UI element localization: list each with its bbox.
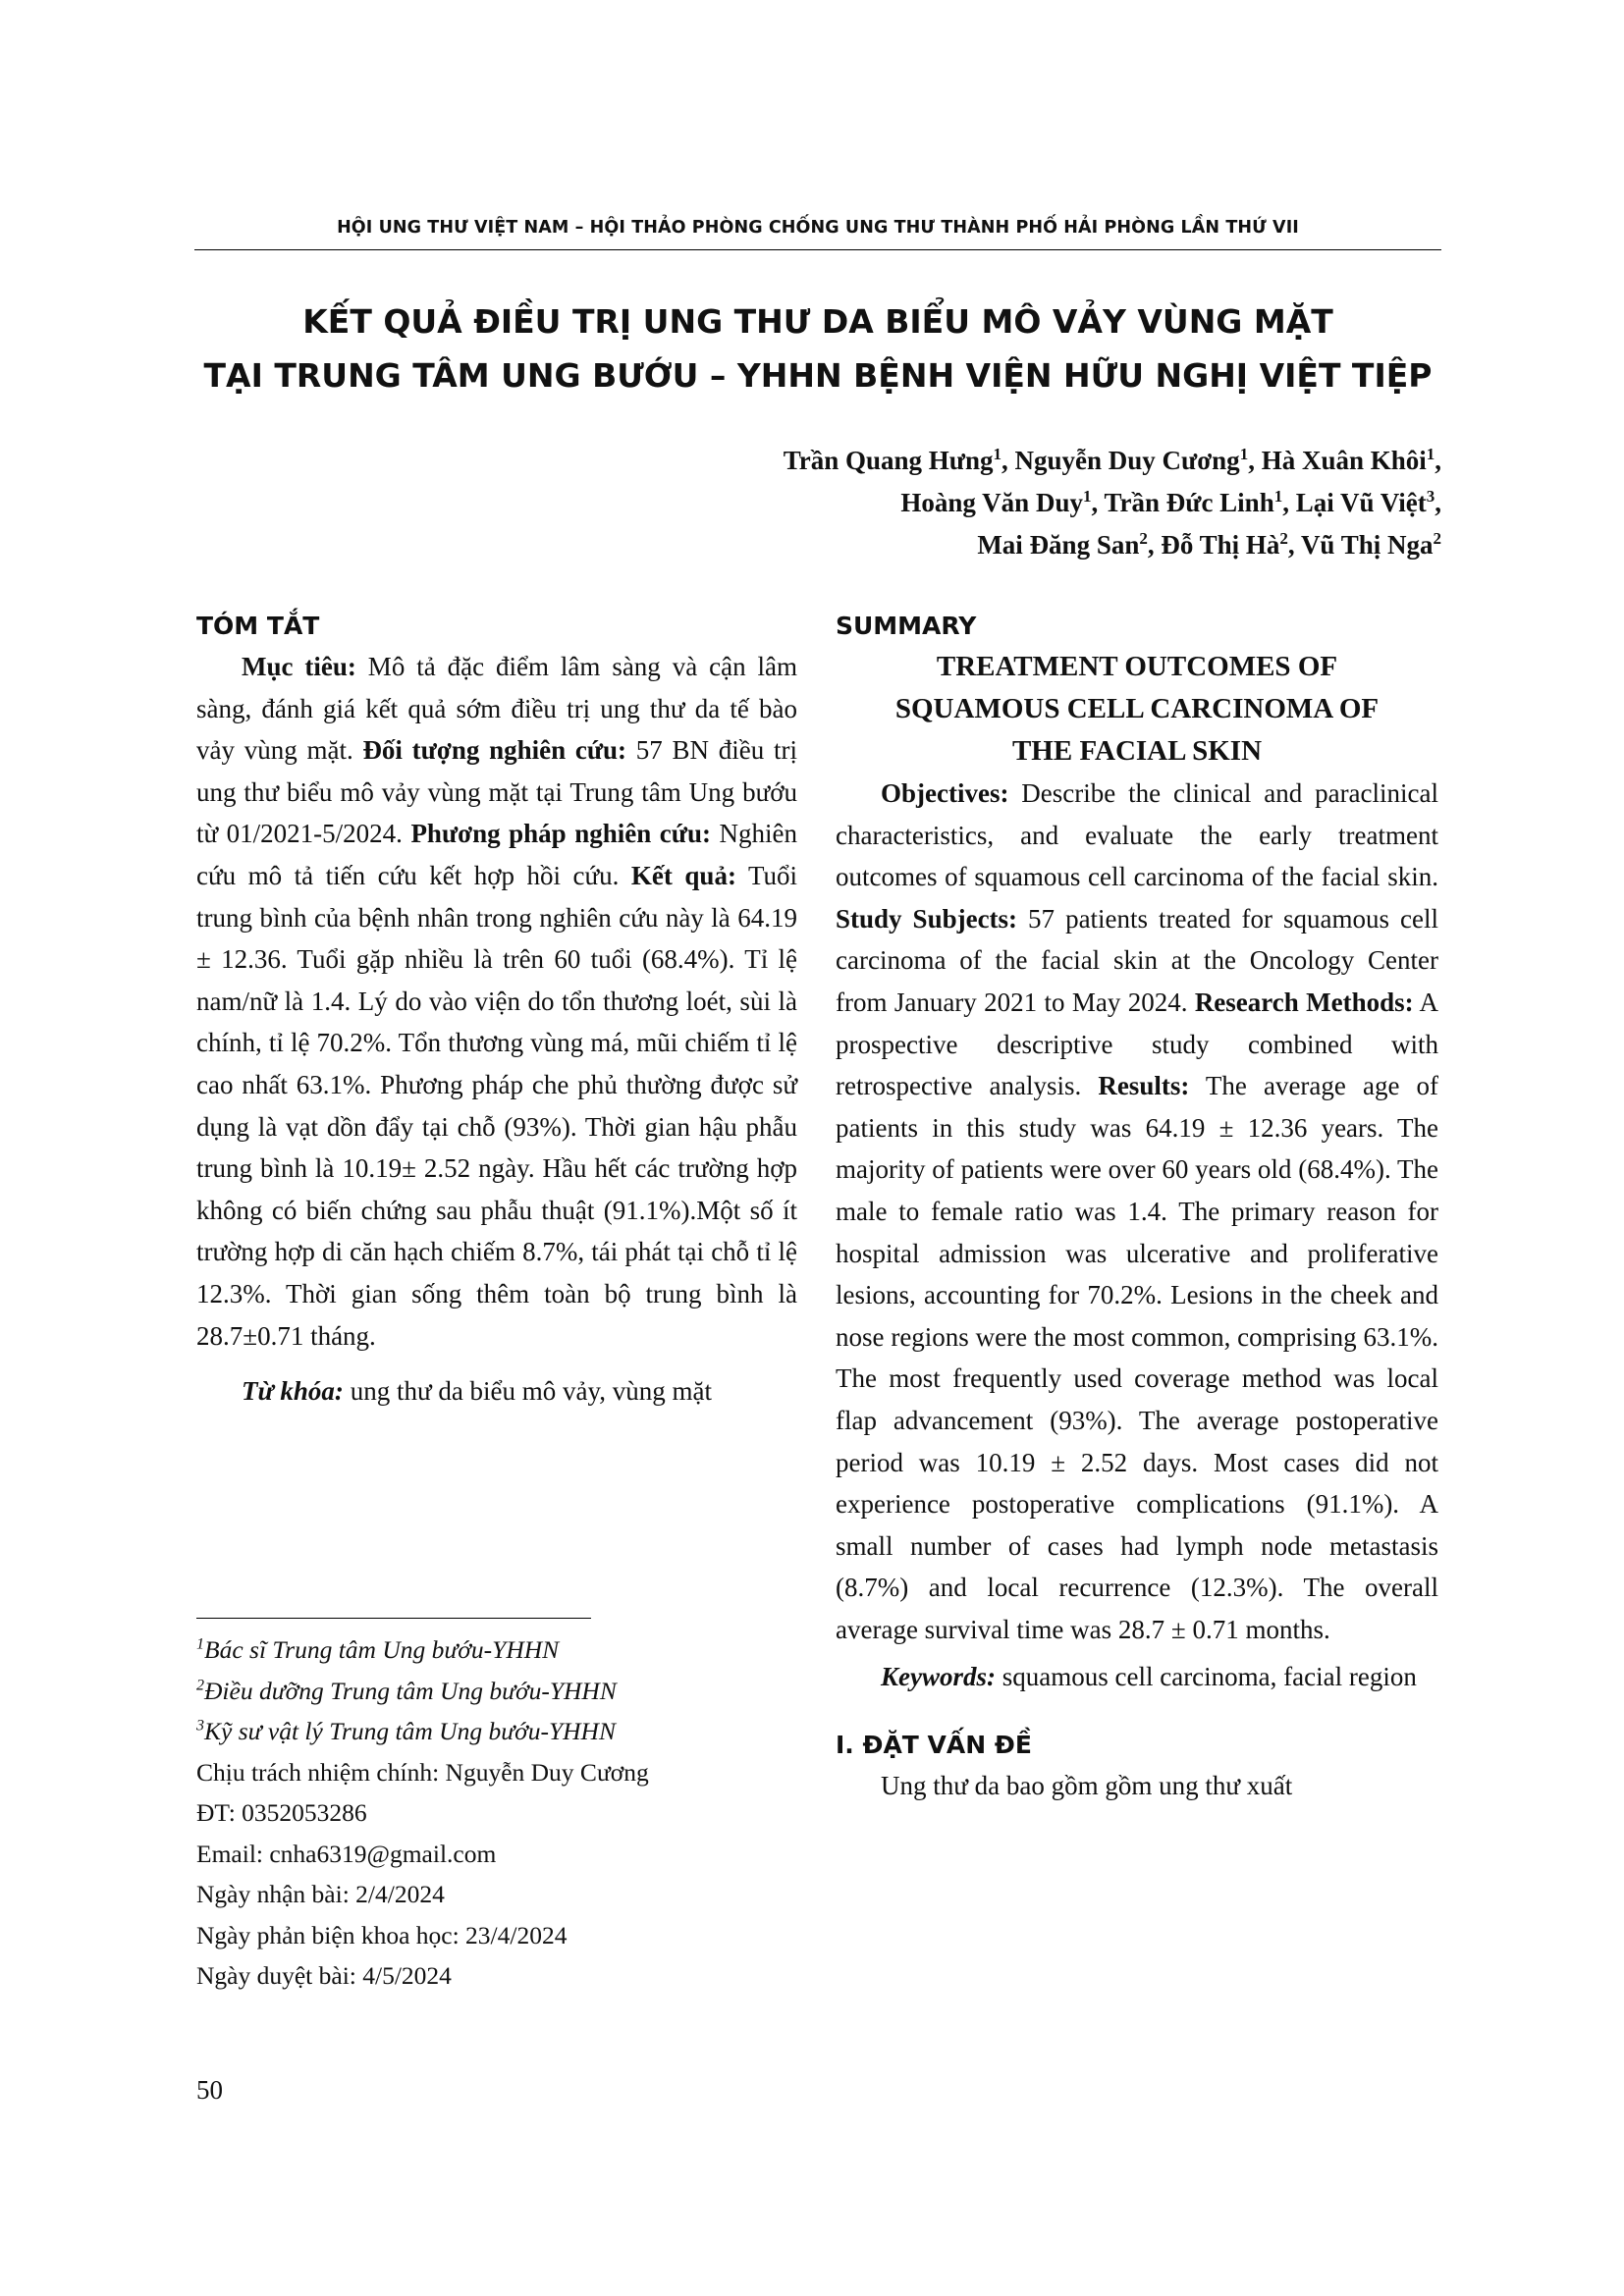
english-title-line-1: TREATMENT OUTCOMES OF <box>936 651 1338 682</box>
results-label: Results: <box>1098 1071 1190 1101</box>
responsible-author: Chịu trách nhiệm chính: Nguyễn Duy Cương <box>196 1757 649 1787</box>
affiliation-mark: 1 <box>1273 487 1283 506</box>
objective-label: Mục tiêu: <box>242 652 356 681</box>
affiliation-mark: 2 <box>1279 529 1288 548</box>
keywords-text: squamous cell carcinoma, facial region <box>996 1662 1417 1692</box>
affiliation-mark: 3 <box>1426 487 1435 506</box>
affiliation-1: $^1$Bác sĩ Trung tâm Ung bướu-YHHN <box>196 1635 560 1664</box>
subjects-text: 57 patients treated for squamous cell carcinoma of the facial skin at the Oncology Center from January 2021 to May 2024. <box>836 903 1438 1017</box>
english-title <box>836 646 1438 773</box>
methods-label: Phương pháp nghiên cứu: <box>410 819 711 849</box>
affiliation-mark: 1 <box>1082 487 1092 506</box>
english-title-line-3: THE FACIAL SKIN <box>1011 735 1263 767</box>
subjects-label: Study Subjects: <box>836 903 1018 934</box>
affiliation-mark: 1 <box>993 445 1001 463</box>
page-number: 50 <box>196 2075 223 2105</box>
article-title-line-2: TẠI TRUNG TÂM UNG BƯỚU – YHHN BỆNH VIỆN HỮU NGHỊ VIỆT TIỆP <box>203 356 1433 395</box>
author-name: Đỗ Thị Hà <box>1161 530 1280 560</box>
footnote-mark: 3 <box>196 1717 204 1735</box>
affiliation-mark: 2 <box>1433 529 1441 548</box>
author-line-1: Trần Quang Hưng$^1$, Nguyễn Duy Cương$^1$, Hà Xuân Khôi$^1$, <box>783 445 1441 475</box>
keywords-label: Từ khóa: <box>242 1376 344 1407</box>
objectives-label: Objectives: <box>881 778 1009 808</box>
phone: ĐT: 0352053286 <box>196 1798 367 1827</box>
affiliation-2: $^2$Điều dưỡng Trung tâm Ung bướu-YHHN <box>196 1676 617 1705</box>
keywords-text: ung thư da biểu mô vảy, vùng mặt <box>343 1376 713 1407</box>
objectives-text: Describe the clinical and paraclinical characteristics, and evaluate the early treatment outcomes of squamous cell carcinoma of the facial skin. <box>836 778 1438 892</box>
subjects-label: Đối tượng nghiên cứu: <box>362 735 627 766</box>
english-title-line-2: SQUAMOUS CELL CARCINOMA OF <box>894 693 1380 724</box>
header-rule <box>194 249 1441 250</box>
affiliation-3: $^3$Kỹ sư vật lý Trung tâm Ung bướu-YHHN <box>196 1717 616 1745</box>
affiliation-mark: 1 <box>1426 445 1435 463</box>
methods-text: Nghiên cứu mô tả tiến cứu kết hợp hồi cứu. <box>196 819 797 890</box>
keywords-label: Keywords: <box>881 1662 996 1692</box>
results-text: The average age of patients in this study was 64.19 ± 12.36 years. The majority of patients were over 60 years old (68.4%). The male to female ratio was 1.4. The primary reason for hospital admission was ulcerative and proliferative lesions, accounting for 70.2%. Lesions in the cheek and nose regions were the most common, comprising 63.1%. The most frequently used coverage method was local flap advancement (93%). The average postoperative period was 10.19 ± 2.52 days. Most cases did not experience postoperative complications (91.1%). A small number of cases had lymph node metastasis (8.7%) and local recurrence (12.3%). The overall average survival time was 28.7 ± 0.71 months. <box>836 1071 1439 1644</box>
objective-text: Mô tả đặc điểm lâm sàng và cận lâm sàng, đánh giá kết quả sớm điều trị ung thư da tế bào vảy vùng mặt. <box>196 652 797 766</box>
abstract-body-en <box>836 773 1438 1650</box>
date-received: Ngày nhận bài: 2/4/2024 <box>196 1880 445 1908</box>
article-title <box>147 294 1489 402</box>
email: Email: cnha6319@gmail.com <box>196 1839 497 1868</box>
abstract-heading-en: SUMMARY <box>836 612 977 640</box>
keywords-vi <box>196 1370 797 1413</box>
abstract-body-vi <box>196 646 797 1357</box>
author-line-3: Mai Đăng San$^2$, Đỗ Thị $Hà^2$, Vũ Thị Nga$^2$ <box>977 529 1441 560</box>
keywords-en <box>836 1656 1438 1698</box>
author-name: Trần Quang Hưng <box>783 446 994 475</box>
author-name: Trần Đức Linh <box>1104 488 1274 517</box>
author-name: Vũ Thị Nga <box>1300 530 1434 560</box>
footnote-rule <box>196 1618 591 1619</box>
english-abstract <box>836 607 1438 1807</box>
author-name: Mai Đăng San <box>977 530 1140 560</box>
footnote-mark: 1 <box>196 1635 204 1653</box>
footnotes <box>196 1629 825 1997</box>
results-label: Kết quả: <box>630 860 736 890</box>
section-text: Ung thư da bao gồm gồm ung thư xuất <box>881 1771 1293 1801</box>
section-heading: I. ĐẶT VẤN ĐỀ <box>836 1731 1032 1760</box>
author-name: Lại Vũ Việt <box>1295 488 1427 517</box>
methods-label: Research Methods: <box>1194 987 1414 1017</box>
author-name: Hà Xuân Khôi <box>1261 446 1427 475</box>
methods-text: A prospective descriptive study combined with retrospective analysis. <box>836 987 1438 1101</box>
author-name: Nguyễn Duy Cương <box>1014 446 1240 475</box>
date-accepted: Ngày duyệt bài: 4/5/2024 <box>196 1961 452 1990</box>
results-text: Tuổi trung bình của bệnh nhân trong nghiên cứu này là 64.19 ± 12.36. Tuổi gặp nhiều là trên 60 tuổi (68.4%). Tỉ lệ nam/nữ là 1.4. Lý do vào viện do tổn thương loét, sùi là chính, tỉ lệ 70.2%. Tổn thương vùng má, mũi chiếm tỉ lệ cao nhất 63.1%. Phương pháp che phủ thường được sử dụng là vạt dồn đẩy tại chỗ (93%). Thời gian hậu phẫu trung bình là 10.19± 2.52 ngày. Hầu hết các trường hợp không có biến chứng sau phẫu thuật (91.1%).Một số ít trường hợp di căn hạch chiếm 8.7%, tái phát tại chỗ tỉ lệ 12.3%. Thời gian sống thêm toàn bộ trung bình là 28.7±0.71 tháng. <box>196 860 798 1351</box>
article-title-line-1: KẾT QUẢ ĐIỀU TRỊ UNG THƯ DA BIỂU MÔ VẢY VÙNG MẶT <box>302 302 1333 341</box>
author-name: Hoàng Văn Duy <box>900 488 1083 517</box>
affiliation-mark: 2 <box>1139 529 1148 548</box>
footnote-mark: 2 <box>196 1677 204 1693</box>
abstract-heading-vi: TÓM TẮT <box>196 612 320 640</box>
subjects-text: 57 BN điều trị ung thư biểu mô vảy vùng mặt tại Trung tâm Ung bướu từ 01/2021-5/2024. <box>196 735 797 849</box>
author-line-2: Hoàng Văn Duy$^1$, Trần Đức Linh$^1$, Lại Vũ Việt$^3$, <box>900 487 1441 517</box>
affiliation-mark: 1 <box>1239 445 1249 463</box>
date-reviewed: Ngày phản biện khoa học: 23/4/2024 <box>196 1920 568 1949</box>
vietnamese-abstract <box>196 607 797 1413</box>
author-list <box>511 440 1441 566</box>
running-header: HỘI UNG THƯ VIỆT NAM – HỘI THẢO PHÒNG CHỐNG UNG THƯ THÀNH PHỐ HẢI PHÒNG LẦN THỨ VII <box>337 218 1299 238</box>
